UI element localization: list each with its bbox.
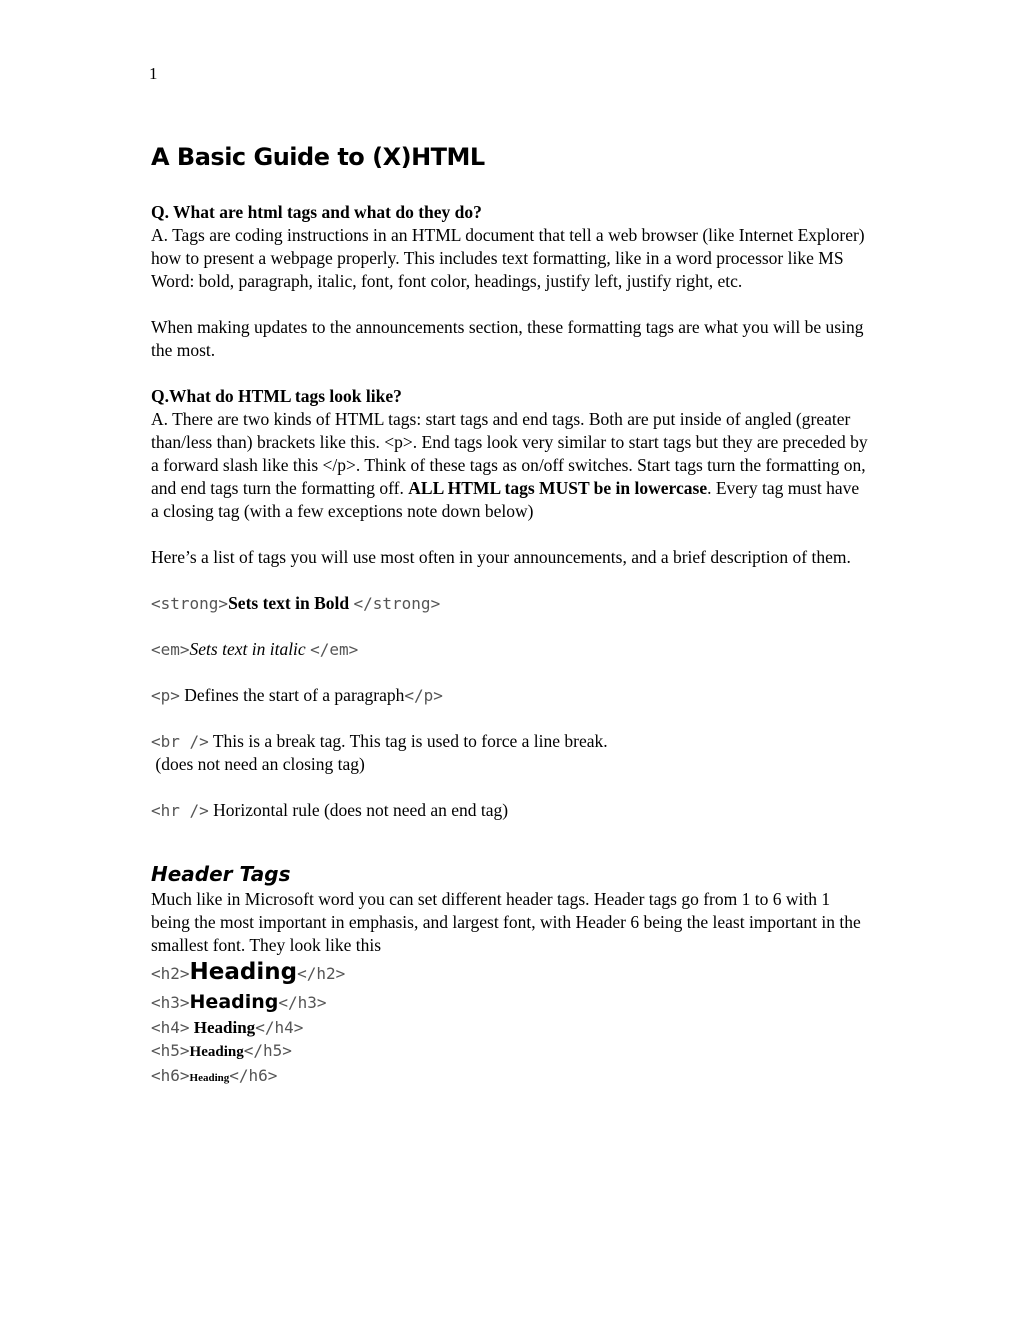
tag-em-open: <em> <box>151 640 190 659</box>
page-number: 1 <box>149 64 158 83</box>
h2-sample: Heading <box>189 959 298 985</box>
tag-strong-text: Sets text in Bold <box>228 593 354 613</box>
h4-open-tag: <h4> <box>151 1018 190 1037</box>
heading-example-h6 <box>151 1064 871 1090</box>
tag-p-line <box>151 684 871 707</box>
tag-strong-close: </strong> <box>353 594 441 613</box>
header-tags-description: Much like in Microsoft word you can set different header tags. Header tags go from 1 to 6 with 1 being the most important in emphasis, and largest font, with Header 6 being the least important in the smallest font. They look like this <box>151 889 861 955</box>
tag-em-line <box>151 638 871 661</box>
h3-close-tag: </h3> <box>278 993 327 1012</box>
heading-example-h2 <box>151 957 871 989</box>
question-1: Q. What are html tags and what do they do? <box>151 202 482 222</box>
document-body <box>151 140 871 1090</box>
answer-2-part2: . Every tag must have a closing tag (with a few exceptions note down below) <box>151 478 860 521</box>
tag-p-close: </p> <box>404 686 443 705</box>
tag-br-text: This is a break tag. This tag is used to force a line break. <box>208 731 608 751</box>
heading-example-h4 <box>151 1016 871 1039</box>
h4-close-tag: </h4> <box>255 1018 304 1037</box>
document-title: A Basic Guide to (X)HTML <box>151 143 485 171</box>
tag-strong-line <box>151 592 871 615</box>
answer-2 <box>151 408 871 523</box>
h2-open-tag: <h2> <box>151 964 190 983</box>
tag-hr-line <box>151 799 871 822</box>
h2-close-tag: </h2> <box>297 964 346 983</box>
tag-br-open: <br /> <box>151 732 209 751</box>
h6-close-tag: </h6> <box>229 1066 278 1085</box>
answer-2-part1: A. There are two kinds of HTML tags: start tags and end tags. Both are put inside of angled (greater than/less than) brackets like this. <p>. End tags look very similar to start tags but they are preceded by a forward slash like this </p>. Think of these tags as on/off switches. Start tags turn the formatting on, and end tags turn the formatting off. <box>151 409 868 498</box>
h3-open-tag: <h3> <box>151 993 190 1012</box>
heading-example-h5 <box>151 1039 871 1064</box>
h5-close-tag: </h5> <box>243 1041 292 1060</box>
question-2: Q.What do HTML tags look like? <box>151 386 402 406</box>
h6-open-tag: <h6> <box>151 1066 190 1085</box>
tag-strong-open: <strong> <box>151 594 229 613</box>
h6-sample: Heading <box>189 1072 230 1084</box>
list-intro: Here’s a list of tags you will use most often in your announcements, and a brief description of them. <box>151 547 851 567</box>
tag-br-line <box>151 730 871 753</box>
section-heading-header-tags: Header Tags <box>151 862 291 886</box>
h4-sample: Heading <box>189 1018 256 1037</box>
h5-sample: Heading <box>189 1044 244 1060</box>
tag-hr-text: Horizontal rule (does not need an end tag) <box>208 800 509 820</box>
tag-em-close: </em> <box>310 640 359 659</box>
tag-em-text: Sets text in italic <box>189 639 311 659</box>
heading-example-h3 <box>151 989 871 1016</box>
updates-note: When making updates to the announcements section, these formatting tags are what you will be using the most. <box>151 317 864 360</box>
tag-br-note: (does not need an closing tag) <box>151 754 365 774</box>
h3-sample: Heading <box>189 991 279 1013</box>
tag-p-open: <p> <box>151 686 180 705</box>
h5-open-tag: <h5> <box>151 1041 190 1060</box>
tag-hr-open: <hr /> <box>151 801 209 820</box>
tag-p-text: Defines the start of a paragraph <box>179 685 405 705</box>
answer-2-bold: ALL HTML tags MUST be in lowercase <box>408 478 708 498</box>
answer-1: A. Tags are coding instructions in an HTML document that tell a web browser (like Internet Explorer) how to present a webpage properly. This includes text formatting, like in a word processor like MS Word: bold, paragraph, italic, font, font color, headings, justify left, justify right, etc. <box>151 225 865 291</box>
